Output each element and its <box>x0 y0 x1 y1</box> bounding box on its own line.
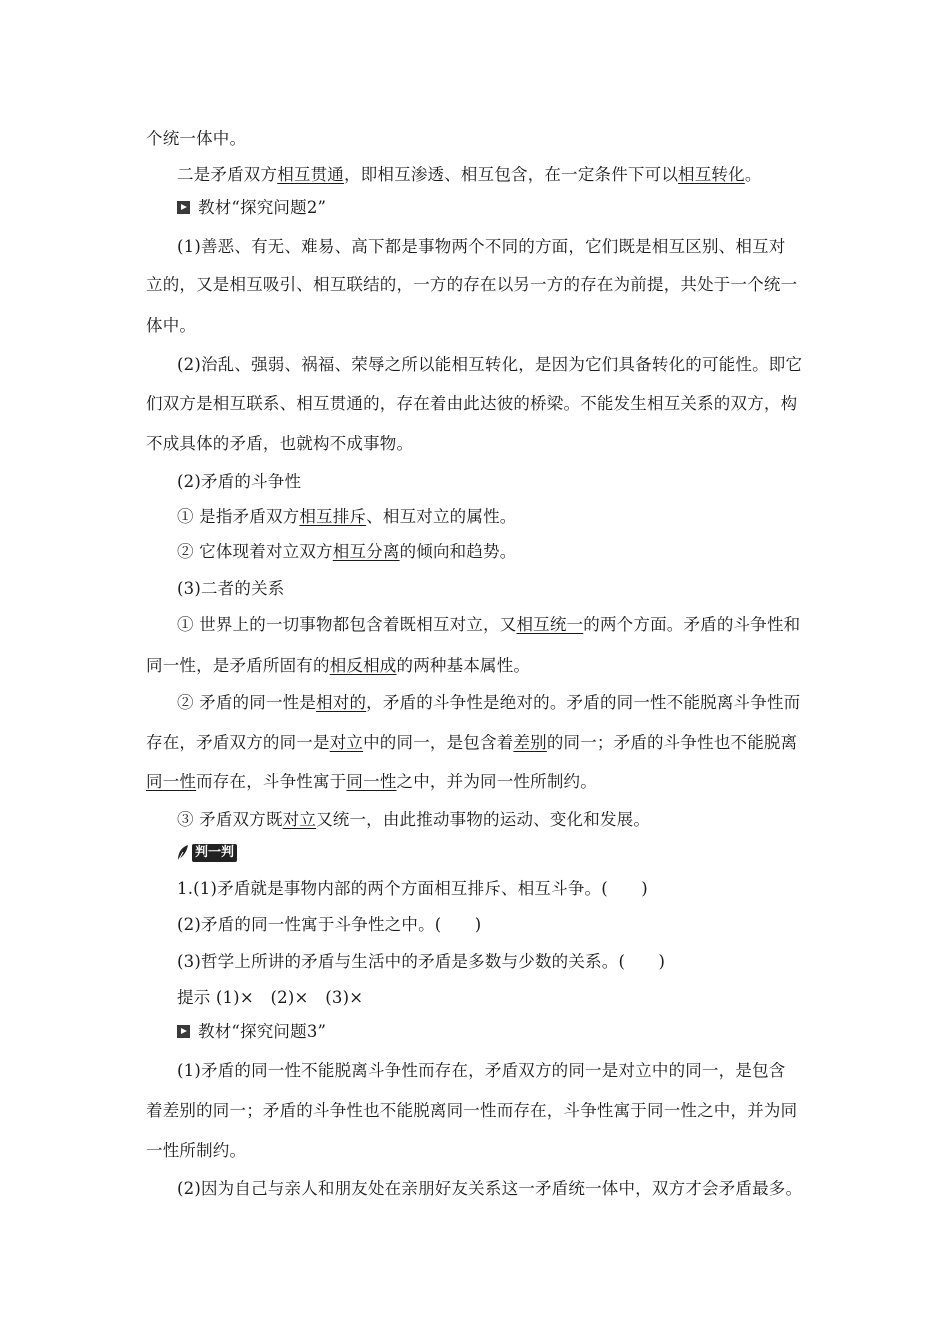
text-run: 二是矛盾双方 <box>177 165 278 184</box>
paragraph-line: 们双方是相互联系、相互贯通的，存在着由此达彼的桥梁。不能发生相互关系的双方，构 <box>146 394 798 413</box>
paragraph-line: 个统一体中。 <box>146 129 247 148</box>
judge-badge <box>176 843 237 863</box>
section-marker <box>177 1021 326 1043</box>
text-run: 。 <box>744 165 762 184</box>
text-run: ，即相互渗透、相互包含，在一定条件下可以 <box>344 165 679 184</box>
paragraph-line: 立的，又是相互吸引、相互联结的，一方的存在以另一方的存在为前提，共处于一个统一 <box>146 275 798 294</box>
play-triangle-icon <box>177 201 190 214</box>
paragraph-line: (2)治乱、强弱、祸福、荣辱之所以能相互转化，是因为它们具备转化的可能性。即它 <box>177 355 803 374</box>
underlined-term: 差别 <box>513 733 547 752</box>
paragraph-line <box>177 614 800 636</box>
underlined-term: 同一性 <box>346 772 397 791</box>
text-run: ③ 矛盾双方既 <box>177 810 283 829</box>
paragraph-line: (1)矛盾的同一性不能脱离斗争性而存在，矛盾双方的同一是对立中的同一，是包含 <box>177 1061 786 1080</box>
leaf-icon <box>176 844 190 862</box>
text-run: 存在，矛盾双方的同一是 <box>146 733 330 752</box>
text-run: ② 它体现着对立双方 <box>177 542 333 561</box>
paragraph-line <box>177 692 800 714</box>
badge-label: 判一判 <box>192 844 237 862</box>
text-run: 同一性，是矛盾所固有的 <box>146 656 330 675</box>
text-run: 的同一；矛盾的斗争性也不能脱离 <box>546 733 798 752</box>
paragraph-line <box>177 506 516 528</box>
paragraph-line: 体中。 <box>146 316 197 335</box>
paragraph-line: (1)善恶、有无、难易、高下都是事物两个不同的方面，它们既是相互区别、相互对 <box>177 237 786 256</box>
text-run: 的两个方面。矛盾的斗争性和 <box>583 615 801 634</box>
section-marker <box>177 197 326 219</box>
paragraph-line: (2)因为自己与亲人和朋友处在亲朋好友关系这一矛盾统一体中，双方才会矛盾最多。 <box>177 1179 803 1198</box>
paragraph-line <box>146 771 597 793</box>
underlined-term: 相对的 <box>316 693 367 712</box>
text-run: ② 矛盾的同一性是 <box>177 693 317 712</box>
underlined-term: 相互分离 <box>332 542 400 561</box>
underlined-term: 相互排斥 <box>299 507 367 526</box>
paragraph-line <box>177 164 762 186</box>
section-title: 教材“探究问题3” <box>198 1022 327 1041</box>
underlined-term: 相互统一 <box>516 615 584 634</box>
text-run: ，矛盾的斗争性是绝对的。矛盾的同一性不能脱离斗争性而 <box>366 693 801 712</box>
text-run: 的倾向和趋势。 <box>399 542 517 561</box>
question-line: (2)矛盾的同一性寓于斗争性之中。( ) <box>177 915 482 934</box>
question-line: (3)哲学上所讲的矛盾与生活中的矛盾是多数与少数的关系。( ) <box>177 952 666 971</box>
text-run: 的两种基本属性。 <box>396 656 531 675</box>
paragraph-line <box>177 541 516 563</box>
text-run: ① 是指矛盾双方 <box>177 507 300 526</box>
answer-hint: 提示 (1)× (2)× (3)× <box>177 988 364 1007</box>
paragraph-line: 着差别的同一；矛盾的斗争性也不能脱离同一性而存在，斗争性寓于同一性之中，并为同 <box>146 1101 798 1120</box>
text-run: 中的同一，是包含着 <box>363 733 514 752</box>
paragraph-line <box>146 732 797 754</box>
underlined-term: 相反相成 <box>329 656 397 675</box>
paragraph-line <box>146 655 530 677</box>
underlined-term: 相互贯通 <box>277 165 345 184</box>
question-line: 1.(1)矛盾就是事物内部的两个方面相互排斥、相互斗争。( ) <box>177 879 648 898</box>
underlined-term: 同一性 <box>146 772 197 791</box>
paragraph-line: 一性所制约。 <box>146 1141 247 1160</box>
underlined-term: 对立 <box>282 810 317 829</box>
subheading: (3)二者的关系 <box>177 579 285 598</box>
paragraph-line <box>177 809 650 831</box>
section-title: 教材“探究问题2” <box>198 198 327 217</box>
text-run: 、相互对立的属性。 <box>366 507 517 526</box>
underlined-term: 对立 <box>329 733 364 752</box>
text-run: ① 世界上的一切事物都包含着既相互对立，又 <box>177 615 517 634</box>
text-run: 而存在，斗争性寓于 <box>196 772 347 791</box>
text-run: 之中，并为同一性所制约。 <box>396 772 597 791</box>
underlined-term: 相互转化 <box>678 165 745 184</box>
subheading: (2)矛盾的斗争性 <box>177 472 302 491</box>
play-triangle-icon <box>177 1025 190 1038</box>
text-run: 又统一，由此推动事物的运动、变化和发展。 <box>316 810 651 829</box>
paragraph-line: 不成具体的矛盾，也就构不成事物。 <box>146 434 414 453</box>
